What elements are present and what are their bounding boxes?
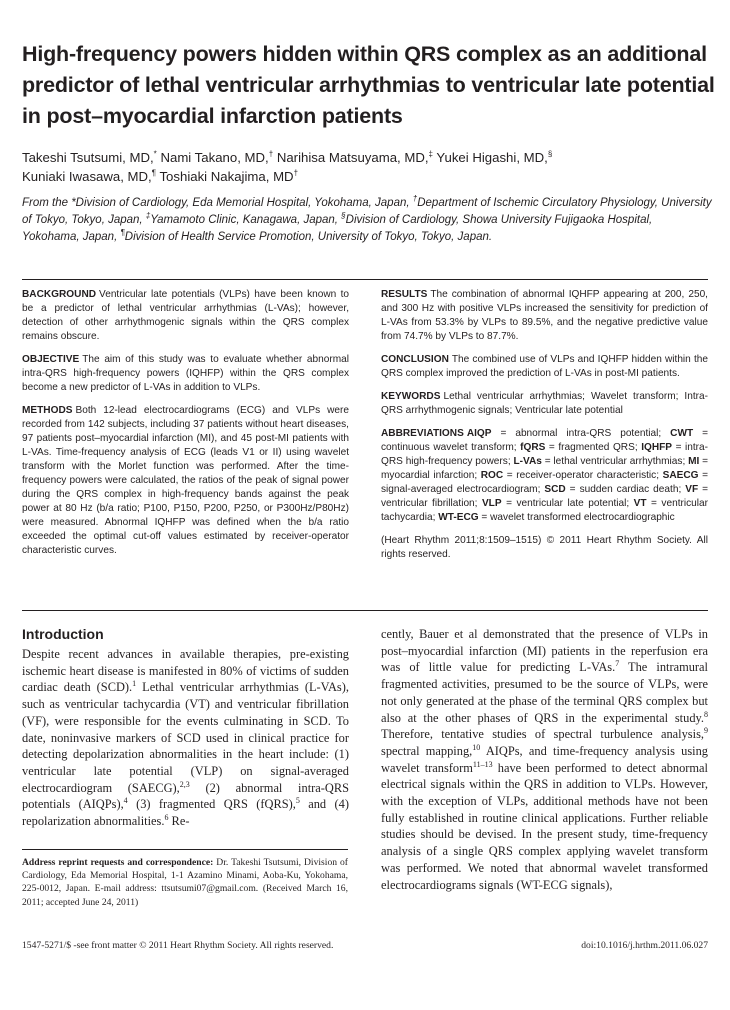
author-affil-mark: § — [547, 149, 553, 159]
abbrev-term: IQHFP — [641, 442, 673, 453]
section-text: Both 12-lead electrocardiograms (ECG) and VLPs were recorded from 142 subjects, including 37 patients without heart diseases, 97 patients post–myocardial infarction (MI), and 45 post-MI patients with L-VAs. Time-frequency analysis of ECG (leads V1 or II) using wavelet transform with the Morlet function was performed. After the time-frequency powers were calculated, the ratios of the peak of signal power during the QRS complex in high-frequency bands against the peak power at 80 Hz (b/a ratio; P100, P150, P200, P250, or P300Hz/P80Hz) were measured. Abnormal IQHFP was defined when the b/a ratio exceeded the optimal cut-off values estimated by receiver-operator characteristic curves. — [22, 405, 349, 556]
abstract-left-column — [22, 288, 349, 567]
abbrev-term: SCD — [544, 484, 566, 495]
abstract-conclusion — [381, 353, 708, 381]
abstract-results — [381, 288, 708, 344]
affil-text: Department of Ischemic Circulatory Physiology, University of Tokyo, Tokyo, Japan, — [22, 197, 712, 226]
introduction-right-column — [381, 626, 708, 893]
abbrev-definition: signal-averaged electrocardiogram — [381, 484, 538, 495]
section-text: Ventricular late potentials (VLPs) have been known to be a predictor of lethal ventricular arrhythmias (L-VAs); however, detection of other arrhythmogenic signals within the QRS complex remains obscure. — [22, 289, 349, 342]
section-label: OBJECTIVE — [22, 354, 80, 365]
abbrev-term: VT — [633, 498, 647, 509]
abbrev-term: VLP — [481, 498, 502, 509]
introduction-left-column — [22, 646, 349, 830]
author-affil-mark: ‡ — [428, 149, 433, 159]
affil-mark: ‡ — [145, 211, 151, 221]
author-name: Nami Takano, MD, — [160, 150, 269, 165]
abbrev-definition: myocardial infarction — [381, 470, 475, 481]
abstract-citation: (Heart Rhythm 2011;8:1509–1515) © 2011 Heart Rhythm Society. All rights reserved. — [381, 535, 708, 560]
abbrev-term: AIQP — [466, 428, 492, 439]
abbrev-definition: ventricular tachycardia — [381, 498, 708, 523]
citation-ref: 1 — [132, 679, 137, 689]
citation-ref: 8 — [704, 709, 708, 719]
abbrev-definition: receiver-operator characteristic — [516, 470, 657, 481]
abbrev-term: MI — [688, 456, 700, 467]
correspondence-text: Dr. Takeshi Tsutsumi, Division of Cardiology, Eda Memorial Hospital, 1-1 Azamino Minami, Aoba-Ku, Yokohama, 225-0012, Japan. E-mail address: ttsutsumi07@gmail.com. (Received March 16, 2011; accepted June 24, 2011) — [22, 857, 348, 908]
section-label: METHODS — [22, 405, 73, 416]
citation-ref: 7 — [615, 659, 620, 669]
affil-text: Division of Cardiology, Showa University Fujigaoka Hospital, Yokohama, Japan, — [22, 214, 653, 243]
intro-text: (3) fragmented QRS (fQRS), — [127, 797, 296, 812]
citation-ref: 11–13 — [472, 759, 493, 769]
intro-text: have been performed to detect abnormal electrical signals within the QRS in addition to VLPs. However, with the exception of VLPs, additional methods have not been fully established in routine clinical applications. Further reliable studies should be devised. In the present study, time-frequency analysis of a single QRS complex applying wavelet transform was performed. We noted that abnormal wavelet transformed electrocardiograms signals (WT-ECG signals), — [381, 760, 708, 892]
author-affil-mark: ¶ — [151, 168, 157, 178]
footer-doi: doi:10.1016/j.hrthm.2011.06.027 — [581, 940, 708, 951]
section-label: RESULTS — [381, 289, 428, 300]
intro-text: (2) abnormal intra-QRS potentials (AIQPs), — [22, 780, 349, 812]
section-text: The combination of abnormal IQHFP appearing at 200, 250, and 300 Hz with positive VLPs increased the sensitivity for prediction of L-VAs from 53.3% by VLPs to 89.5%, and the negative predictive value from 74.7% by VLPs to 87.7%. — [381, 289, 708, 342]
abbrev-term: SAECG — [662, 470, 699, 481]
author-line-2 — [22, 167, 722, 186]
abbrev-definition: continuous wavelet transform — [381, 442, 514, 453]
abbrev-definition: lethal ventricular arrhythmias — [553, 456, 683, 467]
section-text: The aim of this study was to evaluate whether abnormal intra-QRS high-frequency powers (IQHFP) within the QRS complex become a new predictor of L-VAs in addition to VLPs. — [22, 354, 349, 393]
intro-text: spectral mapping, — [381, 743, 473, 758]
abstract-keywords — [381, 390, 708, 418]
abstract-background — [22, 288, 349, 344]
section-text: Lethal ventricular arrhythmias; Wavelet transform; Intra-QRS arrhythmogenic signals; Ventricular late potential — [381, 391, 708, 416]
affil-text: From the *Division of Cardiology, Eda Memorial Hospital, Yokohama, Japan, — [22, 197, 413, 209]
author-name: Toshiaki Nakajima, MD — [159, 169, 294, 184]
intro-text: AIQPs, and time-frequency analysis using wavelet transform — [381, 743, 708, 775]
intro-text: Therefore, tentative studies of spectral turbulence analysis, — [381, 727, 704, 742]
author-affil-mark: * — [153, 149, 157, 159]
abbrev-definition: intra-QRS high-frequency powers — [381, 442, 709, 467]
affil-mark: § — [341, 211, 346, 221]
article-title: High-frequency powers hidden within QRS complex as an additional predictor of lethal ventricular arrhythmias to ventricular late potential in post–myocardial infarction patients — [22, 42, 715, 128]
correspondence-label: Address reprint requests and correspondence: — [22, 857, 214, 868]
author-line-1 — [22, 148, 722, 167]
correspondence-note — [22, 856, 348, 909]
abstract-methods — [22, 404, 349, 558]
abbrev-term: fQRS — [520, 442, 546, 453]
abbrev-term: ROC — [480, 470, 504, 481]
abstract-top-rule — [22, 279, 708, 280]
abbrev-definition: ventricular fibrillation — [381, 498, 475, 509]
footnote-rule — [22, 849, 348, 850]
abbrev-definition: abnormal intra-QRS potential — [515, 428, 659, 439]
affiliations — [22, 195, 712, 246]
citation-ref: 4 — [123, 796, 128, 806]
footer-copyright: 1547-5271/$ -see front matter © 2011 Heart Rhythm Society. All rights reserved. — [22, 940, 334, 951]
abbrev-definition: fragmented QRS — [558, 442, 635, 453]
intro-text: Lethal ventricular arrhythmias (L-VAs), such as ventricular tachycardia (VT) and ventricular fibrillation (VF), were responsible for the events culminating in SCD. To date, noninvasive markers of SCD used in clinical practice for detecting depolarization abnormalities in the heart include: (1) ventricular late potential (VLP) on signal-averaged electrocardiogram (SAECG), — [22, 680, 349, 795]
intro-text: and (4) repolarization abnormalities. — [22, 797, 349, 829]
abstract-abbreviations: ABBREVIATIONS AIQP = abnormal intra-QRS potential; CWT = continuous wavelet transform; fQRS = fragmented QRS; IQHFP = intra-QRS high-frequency powers; L-VAs = lethal ventricular arrhythmias; MI = myocardial infarction; ROC = receiver-operator characteristic; SAECG = signal-averaged electrocardiogram; SCD = sudden cardiac death; VF = ventricular fibrillation; VLP = ventricular late potential; VT = ventricular tachycardia; WT-ECG = wavelet transformed electrocardiographic — [381, 428, 709, 523]
author-list — [22, 148, 722, 186]
abbrev-term: VF — [685, 484, 699, 495]
abbrev-definition: sudden cardiac death — [579, 484, 679, 495]
abbrev-term: WT-ECG — [438, 512, 479, 523]
introduction-heading: Introduction — [22, 626, 104, 642]
citation-ref: 6 — [164, 812, 169, 822]
author-name: Kuniaki Iwasawa, MD, — [22, 169, 152, 184]
author-affil-mark: † — [293, 168, 299, 178]
affil-text: Yamamoto Clinic, Kanagawa, Japan, — [150, 214, 342, 226]
section-label: BACKGROUND — [22, 289, 97, 300]
abstract-objective — [22, 353, 349, 395]
abbrev-definition: ventricular late potential — [516, 498, 627, 509]
abstract-right-column — [381, 288, 708, 571]
author-name: Yukei Higashi, MD, — [436, 150, 548, 165]
section-label: ABBREVIATIONS — [381, 428, 464, 439]
affil-mark: † — [412, 194, 418, 204]
affil-mark: ¶ — [120, 228, 125, 238]
abstract-bottom-rule — [22, 610, 708, 611]
citation-ref: 10 — [472, 742, 481, 752]
affil-text: Division of Health Service Promotion, University of Tokyo, Tokyo, Japan. — [124, 231, 493, 243]
section-label: CONCLUSION — [381, 354, 449, 365]
citation-ref: 2,3 — [179, 779, 190, 789]
abbrev-term: L-VAs — [513, 456, 542, 467]
citation-ref: 9 — [704, 726, 708, 736]
author-name: Narihisa Matsuyama, MD, — [276, 150, 429, 165]
abbrev-term: CWT — [670, 428, 694, 439]
intro-text: Despite recent advances in available therapies, pre-existing ischemic heart disease is manifested in 80% of victims of sudden cardiac death (SCD). — [22, 647, 349, 695]
author-affil-mark: † — [268, 149, 274, 159]
section-label: KEYWORDS — [381, 391, 441, 402]
section-text: The combined use of VLPs and IQHFP hidden within the QRS complex improved the prediction of L-VAs in post-MI patients. — [381, 354, 708, 379]
citation-ref: 5 — [295, 796, 300, 806]
author-name: Takeshi Tsutsumi, MD, — [22, 150, 154, 165]
intro-text: cently, Bauer et al demonstrated that the presence of VLPs in post–myocardial infarction (MI) patients in the reperfusion era was of little value for predicting L-VAs. — [381, 627, 708, 675]
abbrev-definition: wavelet transformed electrocardiographic — [490, 512, 675, 523]
intro-text: The intramural fragmented activities, presumed to be the source of VLPs, were not only generated at the phase of the terminal QRS complex but also at the other phases of QRS in the experimental study. — [381, 660, 708, 725]
intro-text: Re- — [168, 814, 190, 829]
